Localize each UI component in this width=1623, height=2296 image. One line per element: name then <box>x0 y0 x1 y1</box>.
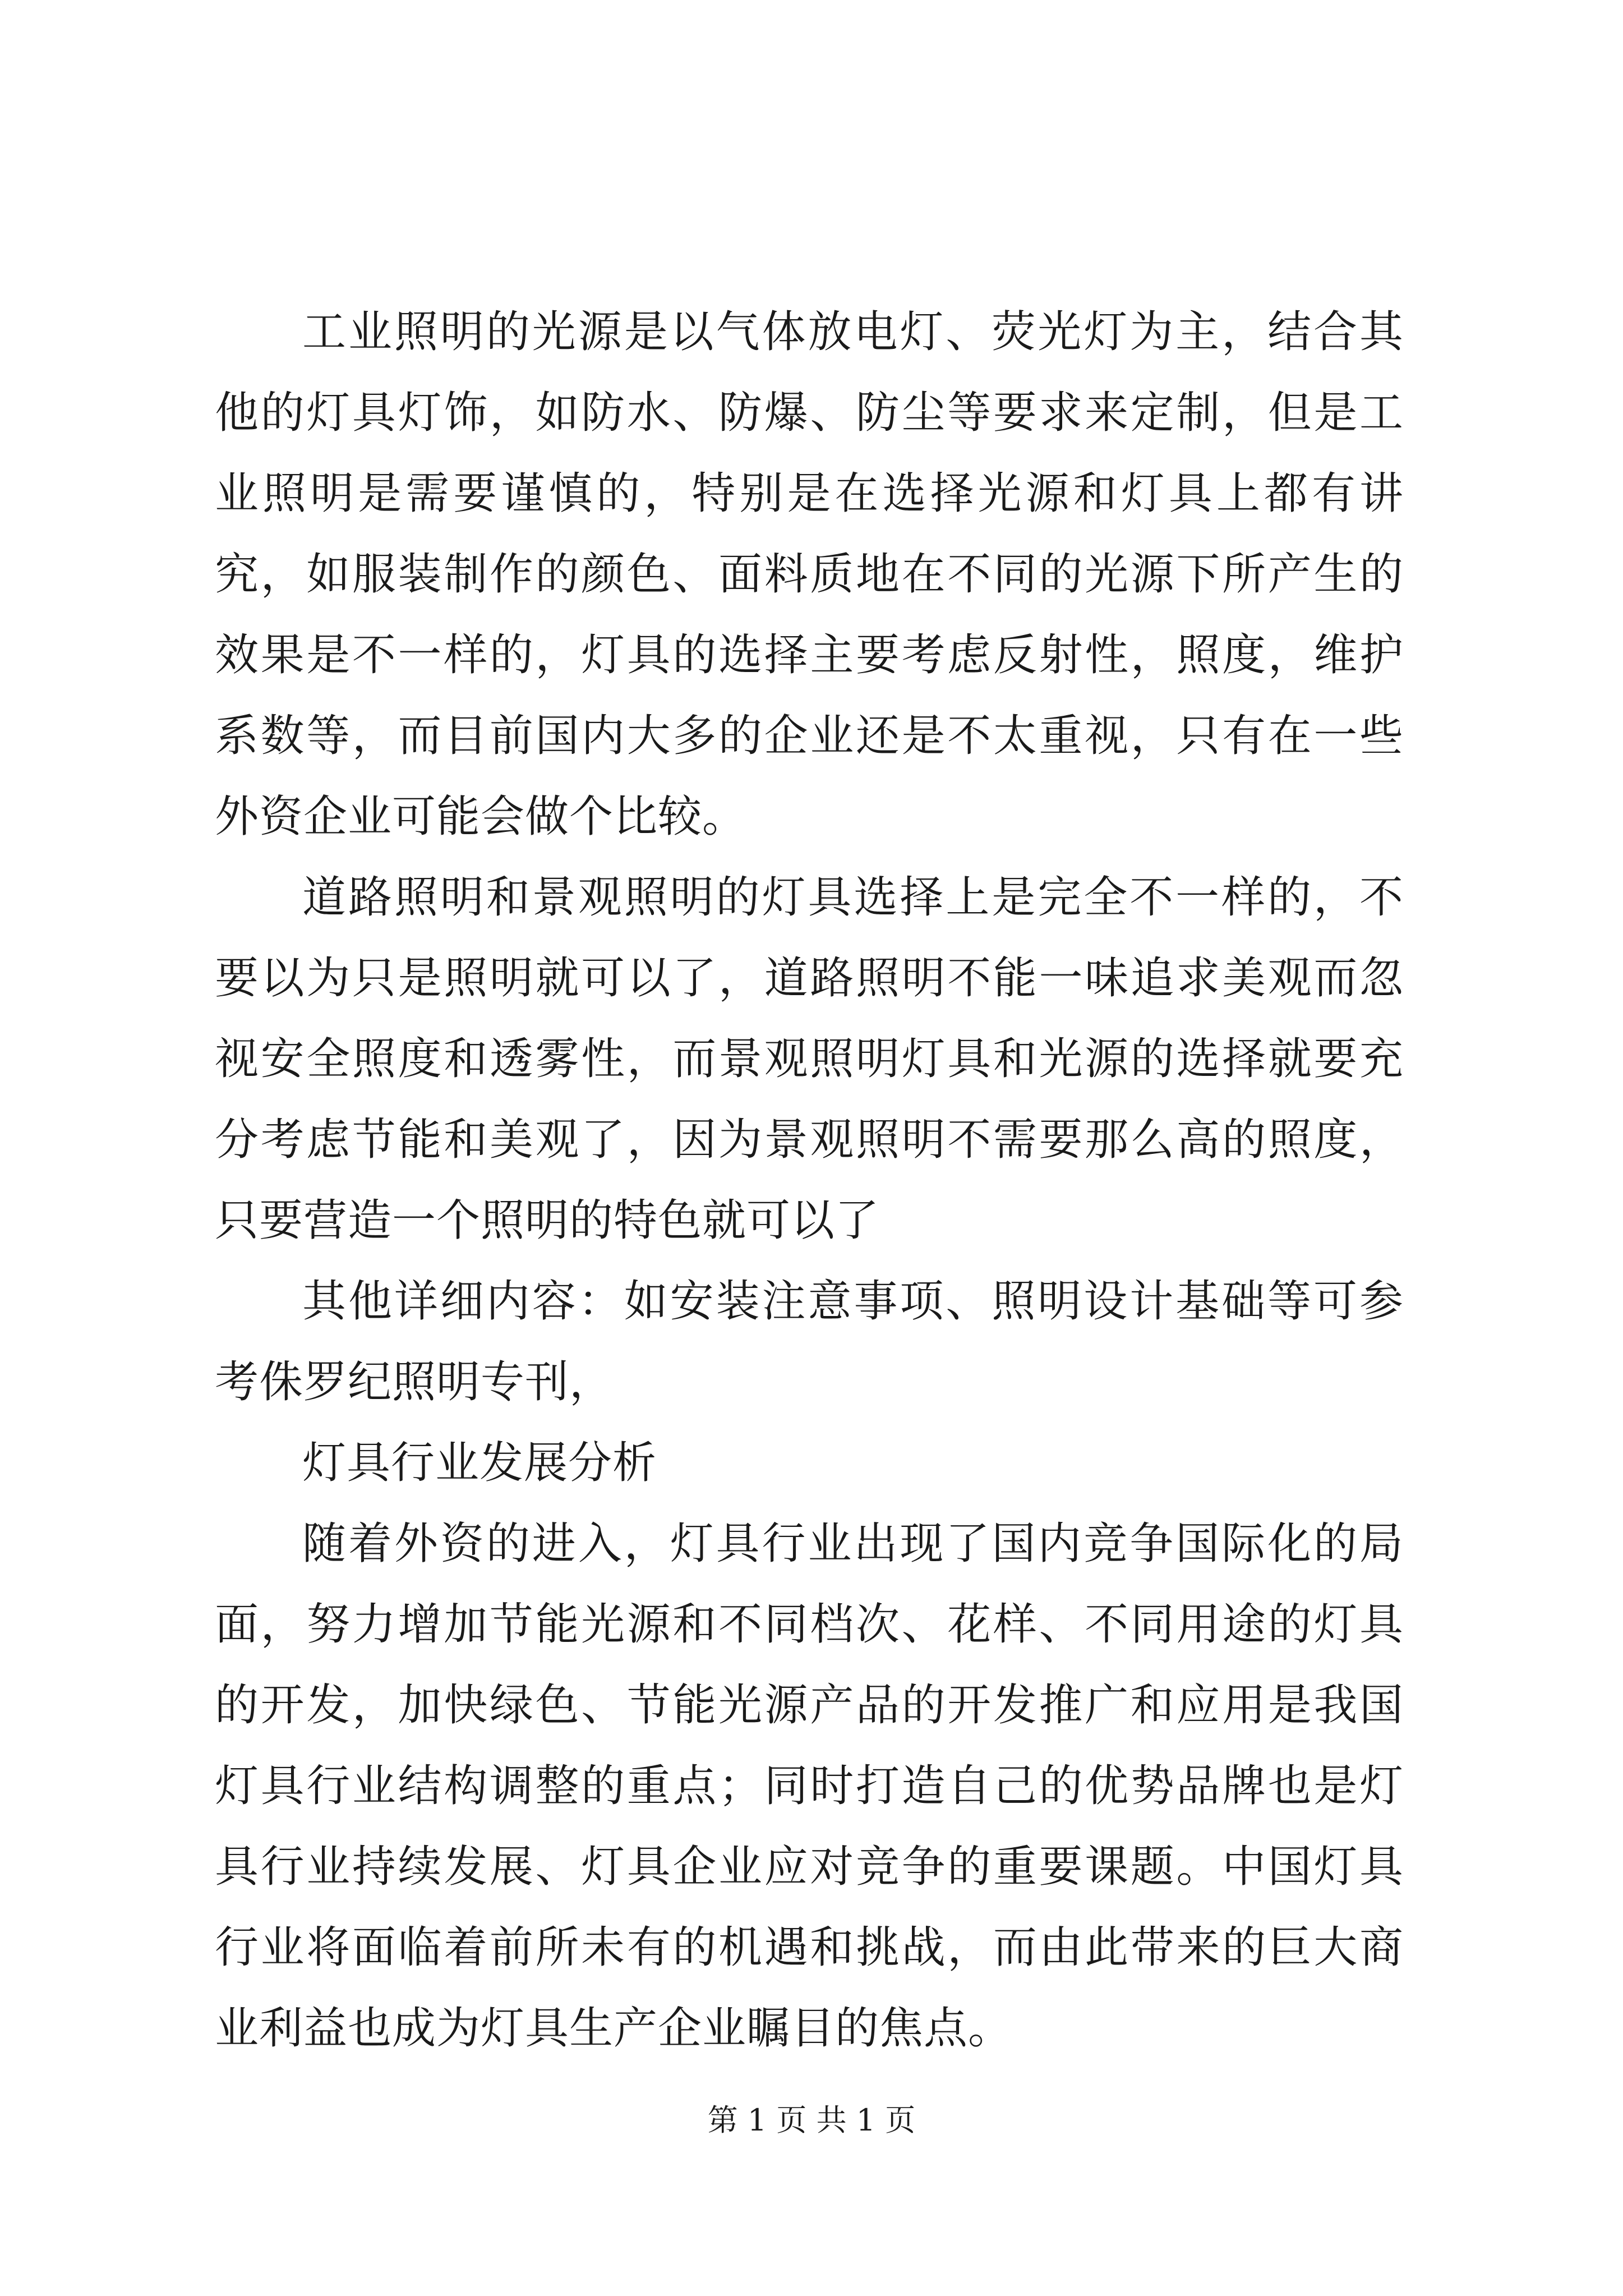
paragraph-other-details: 其他详细内容：如安装注意事项、照明设计基础等可参考侏罗纪照明专刊， <box>215 1276 1404 1407</box>
document-body <box>215 292 1404 2069</box>
paragraph-industry-development: 随着外资的进入，灯具行业出现了国内竞争国际化的局面，努力增加节能光源和不同档次、花样、不同用途的灯具的开发，加快绿色、节能光源产品的开发推广和应用是我国灯具行业结构调整的重点；同时打造自己的优势品牌也是灯具行业持续发展、灯具企业应对竞争的重要课题。中国灯具行业将面临着前所未有的机遇和挑战，而由此带来的巨大商业利益也成为灯具生产企业瞩目的焦点。 <box>215 1519 1404 2054</box>
paragraph-road-landscape-lighting: 道路照明和景观照明的灯具选择上是完全不一样的，不要以为只是照明就可以了，道路照明不能一味追求美观而忽视安全照度和透雾性，而景观照明灯具和光源的选择就要充分考虑节能和美观了，因为景观照明不需要那么高的照度，只要营造一个照明的特色就可以了 <box>215 872 1404 1246</box>
paragraph-industrial-lighting: 工业照明的光源是以气体放电灯、荧光灯为主，结合其他的灯具灯饰，如防水、防爆、防尘等要求来定制，但是工业照明是需要谨慎的，特别是在选择光源和灯具上都有讲究，如服装制作的颜色、面料质地在不同的光源下所产生的效果是不一样的，灯具的选择主要考虑反射性，照度，维护系数等，而目前国内大多的企业还是不太重视，只有在一些外资企业可能会做个比较。 <box>215 307 1404 842</box>
section-heading-industry-analysis: 灯具行业发展分析 <box>302 1438 657 1488</box>
page-number-footer: 第 1 页 共 1 页 <box>707 2102 916 2138</box>
